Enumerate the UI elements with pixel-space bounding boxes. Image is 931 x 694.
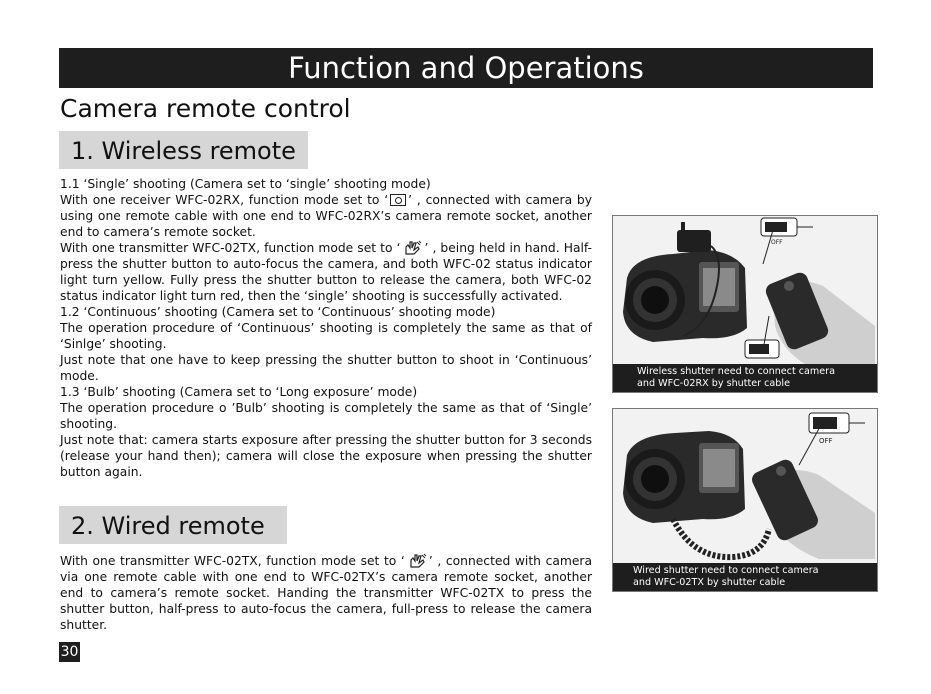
paragraph-bulb-2: Just note that: camera starts exposure after pressing the shutter button for 3 seconds (release your hand then); camera will close the exposure when pressing the shutter button again. bbox=[60, 433, 592, 479]
page-number: 30 bbox=[60, 644, 79, 660]
paragraph-continuous-1: The operation procedure of ‘Continuous’ shooting is completely the same as that of ‘Sinlge’ shooting. bbox=[60, 321, 592, 351]
wired-figure-caption: Wired shutter need to connect camera and WFC-02TX by shutter cable bbox=[613, 563, 877, 591]
paragraph-1-1-heading: 1.1 ‘Single’ shooting (Camera set to ‘single’ shooting mode) bbox=[60, 177, 431, 191]
paragraph-transmitter: With one transmitter WFC-02TX, function mode set to ‘ ’ , being held in hand. Half-press the shutter button to auto-focus the camera, and both WFC-02 status indicator light turn yellow. Fully press the shutter button to release the camera, both WFC-02 status indicator light turn red, then the ‘single’ shooting is successfully activated. bbox=[60, 241, 592, 303]
section-title: Camera remote control bbox=[60, 94, 351, 123]
wireless-remote-text bbox=[60, 176, 592, 480]
paragraph-receiver: With one receiver WFC-02RX, function mode set to ‘ ’ , connected with camera by using one remote cable with one end to WFC-02RX’s camera remote socket, another end to camera’s remote socket. bbox=[60, 193, 593, 239]
switch-label-1: OFF bbox=[771, 239, 783, 246]
paragraph-continuous-2: Just note that one have to keep pressing the shutter button to shoot in ‘Continuous’ mode. bbox=[60, 353, 592, 383]
wired-remote-text bbox=[60, 553, 592, 633]
switch-label-2: OFF bbox=[819, 437, 833, 445]
hand-mode-icon bbox=[407, 553, 427, 569]
paragraph-1-3-heading: 1.3 ‘Bulb’ shooting (Camera set to ‘Long exposure’ mode) bbox=[60, 385, 418, 399]
paragraph-1-2-heading: 1.2 ‘Continuous’ shooting (Camera set to ‘Continuous’ shooting mode) bbox=[60, 305, 496, 319]
hand-mode-icon bbox=[402, 240, 422, 256]
page-banner bbox=[59, 48, 873, 88]
wireless-remote-header: 1. Wireless remote bbox=[59, 131, 308, 169]
paragraph-bulb-1: The operation procedure o ’Bulb’ shooting is completely the same as that of ‘Single’ shooting. bbox=[60, 401, 592, 431]
paragraph-wired: With one transmitter WFC-02TX, function mode set to ‘ ’ , connected with camera via one remote cable with one end to WFC-02TX’s camera remote socket, another end to camera’s remote socket. Handing the transmitter WFC-02TX to press the shutter button, half-press to auto-focus the camera, full-press to release the camera shutter. bbox=[60, 554, 592, 632]
wireless-figure-caption: Wireless shutter need to connect camera and WFC-02RX by shutter cable bbox=[613, 364, 877, 392]
wired-remote-header: 2. Wired remote bbox=[59, 506, 287, 544]
wired-setup-figure bbox=[612, 408, 878, 592]
camera-mode-icon bbox=[390, 194, 406, 206]
banner-title: Function and Operations bbox=[288, 51, 644, 85]
wireless-setup-figure bbox=[612, 215, 878, 393]
